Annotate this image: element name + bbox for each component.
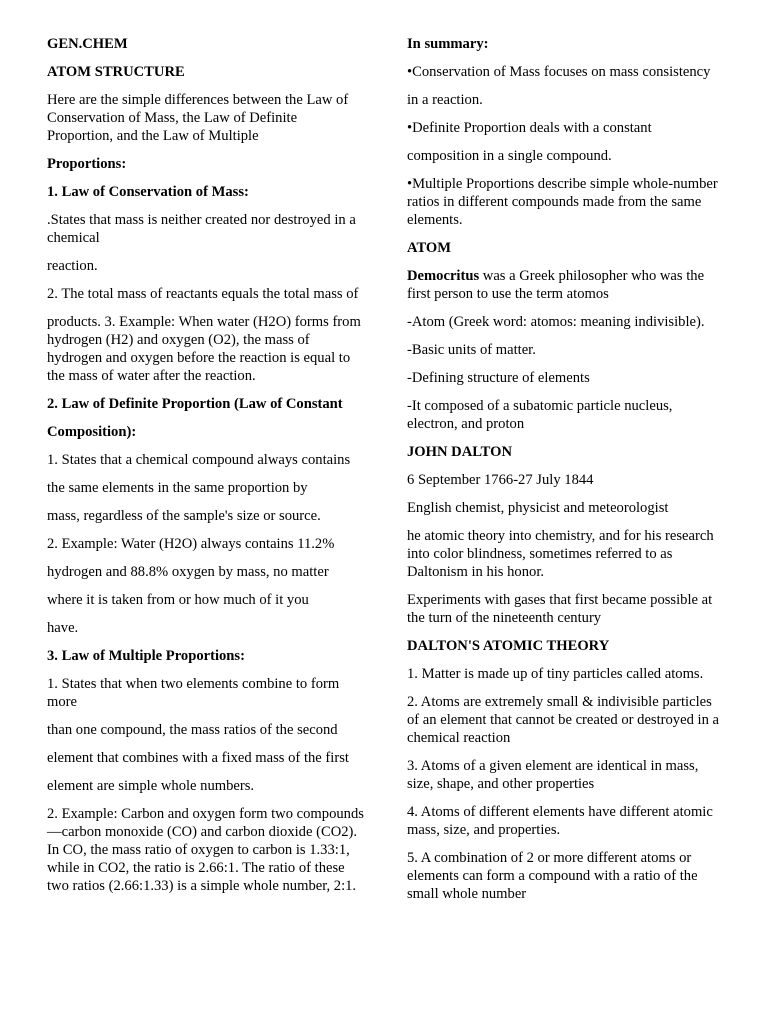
paragraph: 6 September 1766-27 July 1844	[407, 472, 594, 488]
left-column	[47, 35, 365, 905]
paragraph: reaction.	[47, 258, 98, 274]
paragraph: mass, regardless of the sample's size or source.	[47, 508, 321, 524]
paragraph: Here are the simple differences between the Law of Conservation of Mass, the Law of Definite Proportion, and the Law of Multiple	[47, 92, 349, 144]
paragraph: 2. Atoms are extremely small & indivisible particles of an element that cannot be created or destroyed in a chemical reaction	[407, 694, 720, 746]
paragraph	[407, 267, 725, 303]
paragraph: where it is taken from or how much of it you	[47, 592, 309, 608]
paragraph: have.	[47, 620, 79, 636]
section-heading: Composition):	[47, 424, 137, 440]
section-heading: DALTON'S ATOMIC THEORY	[407, 638, 610, 654]
paragraph: hydrogen and 88.8% oxygen by mass, no matter	[47, 564, 329, 580]
paragraph: .States that mass is neither created nor destroyed in a chemical	[47, 212, 356, 246]
paragraph: English chemist, physicist and meteorologist	[407, 500, 669, 516]
doc-title: GEN.CHEM	[47, 36, 128, 52]
paragraph: products. 3. Example: When water (H2O) forms from hydrogen (H2) and oxygen (O2), the mass of hydrogen and oxygen before the reaction is equal to the mass of water after the reaction.	[47, 314, 361, 384]
paragraph: 2. Example: Water (H2O) always contains 11.2%	[47, 536, 335, 552]
paragraph: 3. Atoms of a given element are identical in mass, size, shape, and other properties	[407, 758, 699, 792]
section-heading: JOHN DALTON	[407, 444, 513, 460]
paragraph: he atomic theory into chemistry, and for his research into color blindness, sometimes referred to as Daltonism in his honor.	[407, 528, 714, 580]
section-heading: Proportions:	[47, 156, 127, 172]
paragraph: -It composed of a subatomic particle nucleus, electron, and proton	[407, 398, 673, 432]
paragraph: 4. Atoms of different elements have different atomic mass, size, and properties.	[407, 804, 713, 838]
paragraph: -Basic units of matter.	[407, 342, 536, 358]
section-heading: 3. Law of Multiple Proportions:	[47, 648, 245, 664]
bold-term: Democritus	[407, 268, 480, 284]
paragraph-text: was a Greek philosopher who was the first person to use the term atomos	[407, 268, 705, 302]
paragraph: Experiments with gases that first became possible at the turn of the nineteenth century	[407, 592, 713, 626]
paragraph: 2. The total mass of reactants equals the total mass of	[47, 286, 359, 302]
right-column	[407, 35, 725, 913]
paragraph: •Definite Proportion deals with a constant	[407, 120, 652, 136]
paragraph: than one compound, the mass ratios of the second	[47, 722, 338, 738]
paragraph: composition in a single compound.	[407, 148, 612, 164]
section-heading: 1. Law of Conservation of Mass:	[47, 184, 249, 200]
paragraph: 5. A combination of 2 or more different atoms or elements can form a compound with a ratio of the small whole number	[407, 850, 698, 902]
paragraph: 1. Matter is made up of tiny particles called atoms.	[407, 666, 704, 682]
section-heading: 2. Law of Definite Proportion (Law of Constant	[47, 396, 343, 412]
section-heading: ATOM STRUCTURE	[47, 64, 185, 80]
paragraph: •Multiple Proportions describe simple whole-number ratios in different compounds made from the same elements.	[407, 176, 718, 228]
paragraph: -Defining structure of elements	[407, 370, 590, 386]
paragraph: -Atom (Greek word: atomos: meaning indivisible).	[407, 314, 705, 330]
paragraph: 2. Example: Carbon and oxygen form two compounds—carbon monoxide (CO) and carbon dioxide (CO2). In CO, the mass ratio of oxygen to carbon is 1.33:1, while in CO2, the ratio is 2.66:1. The ratio of these two ratios (2.66:1.33) is a simple whole number, 2:1.	[47, 806, 364, 894]
section-heading: In summary:	[407, 36, 489, 52]
paragraph: •Conservation of Mass focuses on mass consistency	[407, 64, 711, 80]
paragraph: in a reaction.	[407, 92, 483, 108]
paragraph: element are simple whole numbers.	[47, 778, 255, 794]
section-heading: ATOM	[407, 240, 452, 256]
paragraph: element that combines with a fixed mass of the first	[47, 750, 349, 766]
paragraph: 1. States that when two elements combine to form more	[47, 676, 340, 710]
paragraph: 1. States that a chemical compound always contains	[47, 452, 351, 468]
paragraph: the same elements in the same proportion by	[47, 480, 308, 496]
